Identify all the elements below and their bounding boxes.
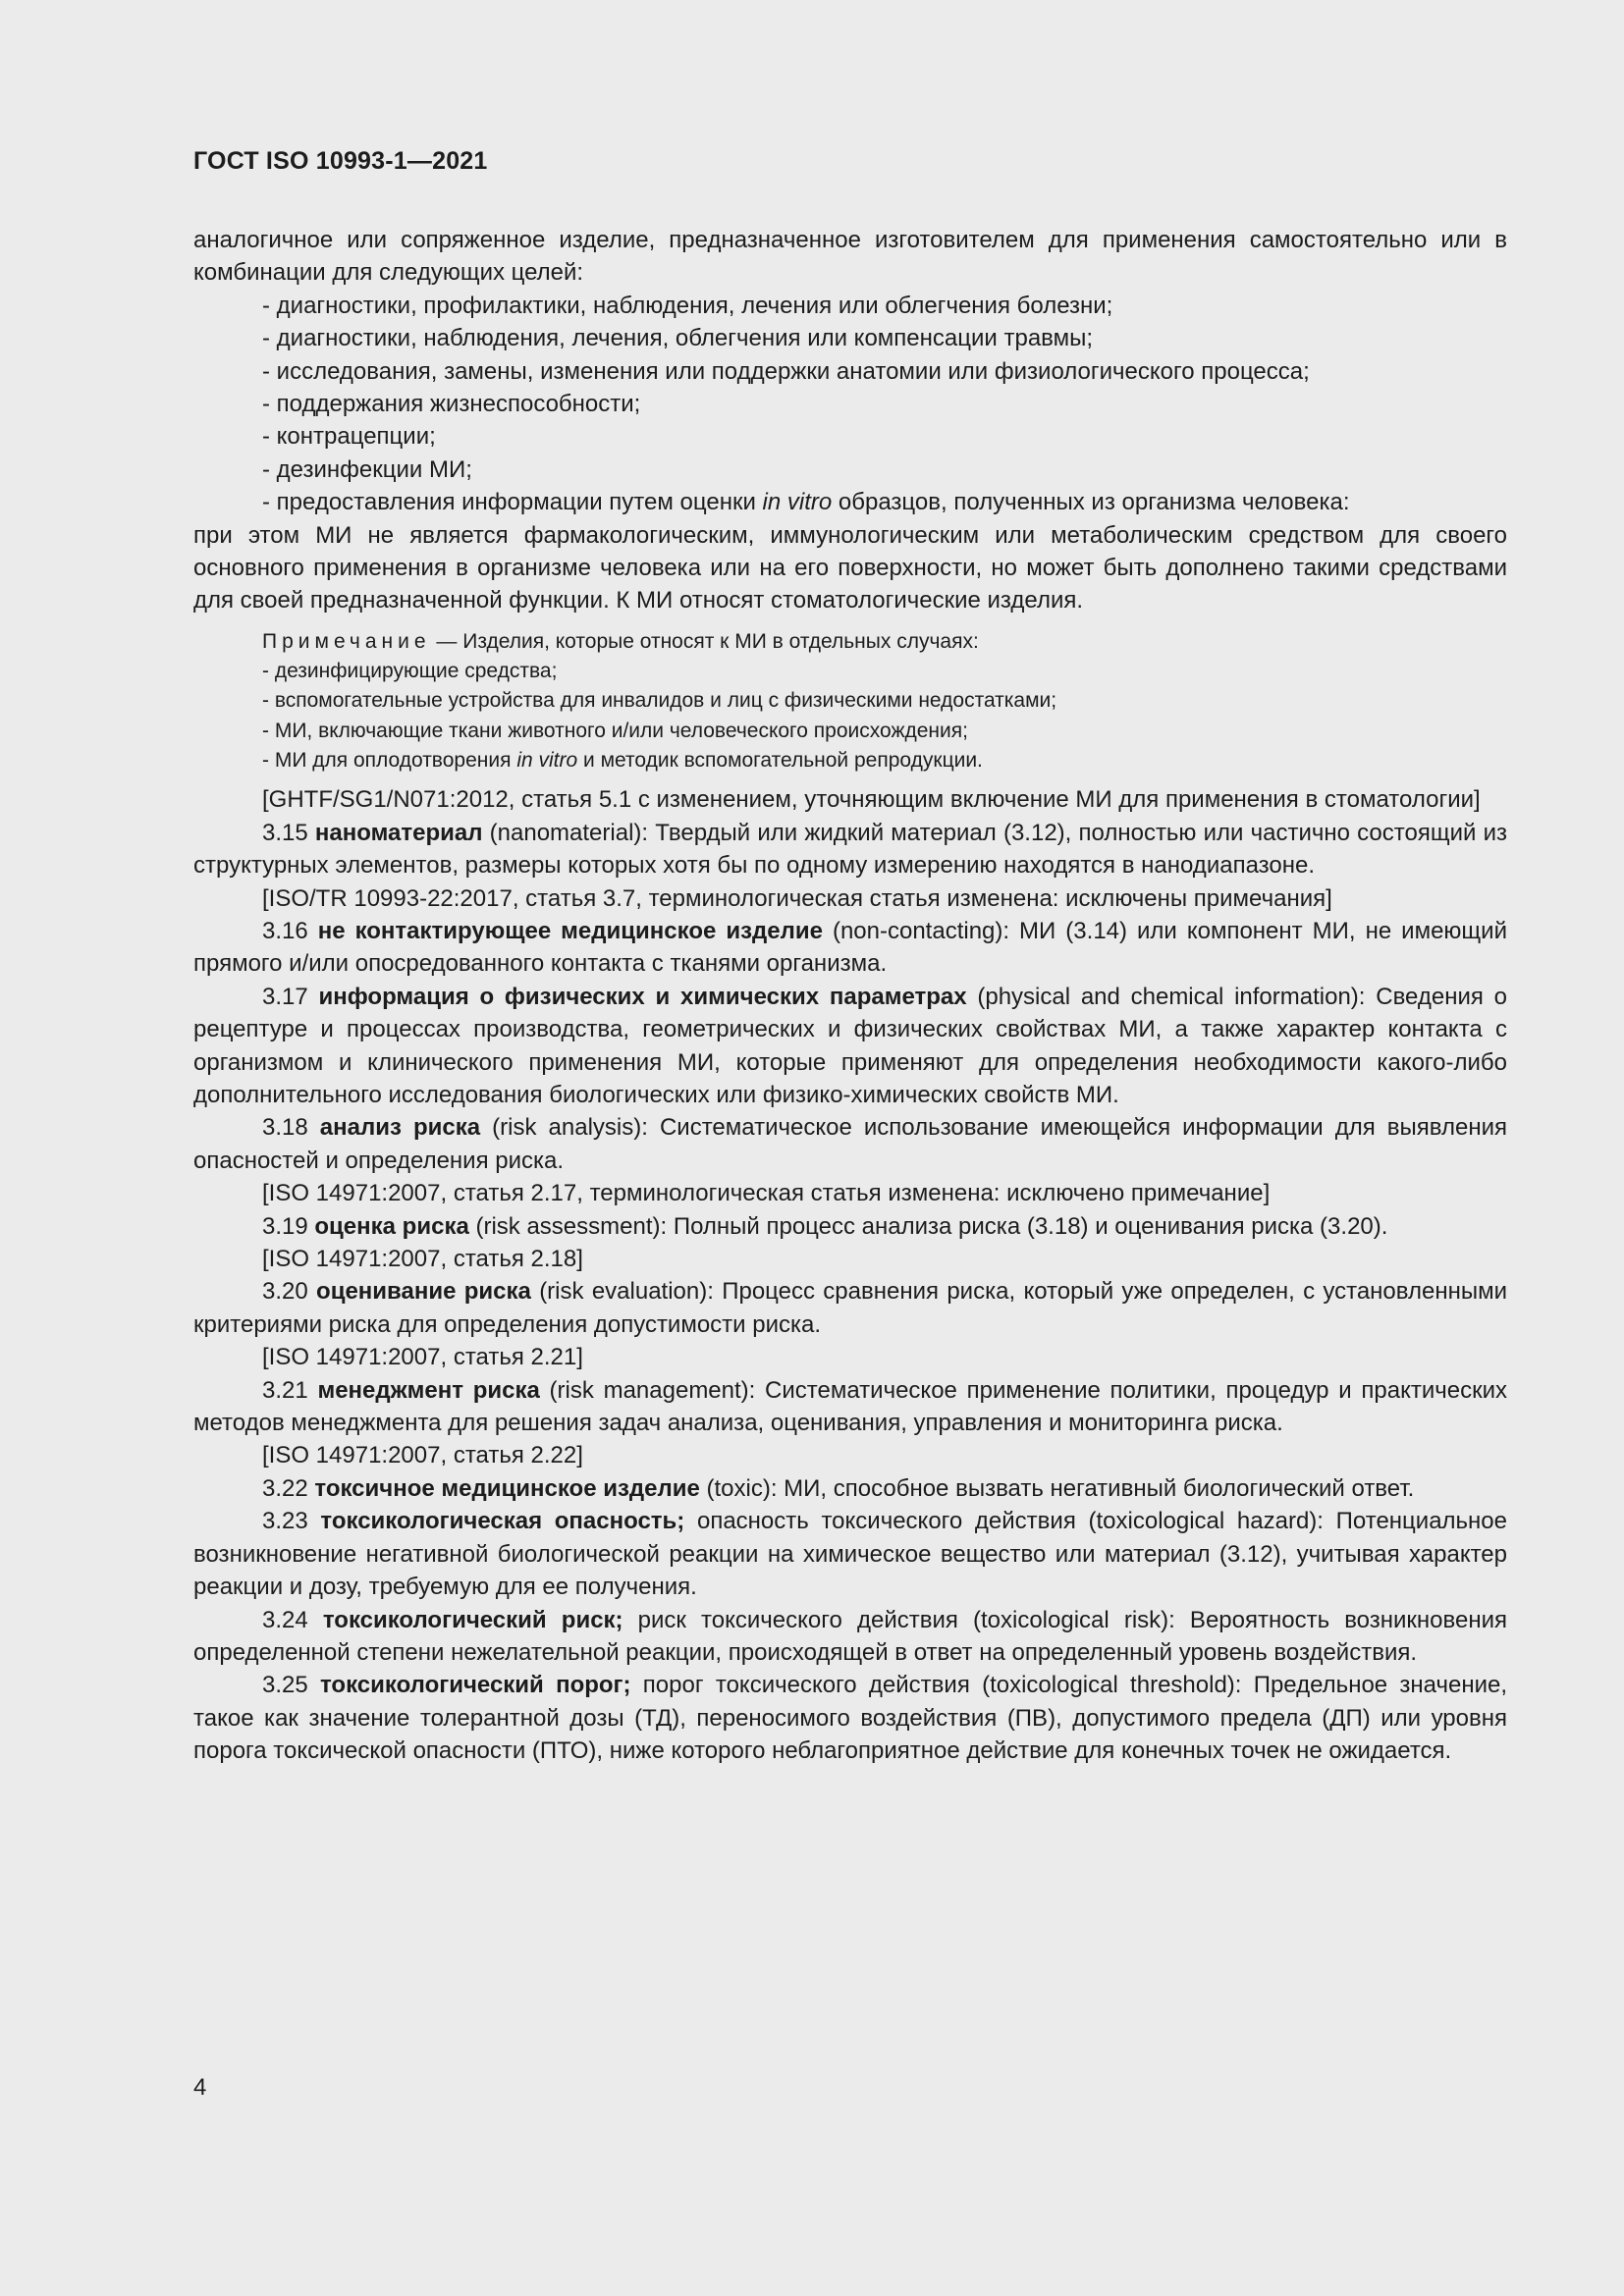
term-name: оценивание риска bbox=[316, 1278, 531, 1306]
purpose-list-item: - дезинфекции МИ; bbox=[262, 455, 472, 483]
term-definition: (risk analysis): Систематическое использование имеющейся информации для выявления опасностей и определения риска. bbox=[193, 1114, 1507, 1174]
term-definition: (toxic): МИ, способное вызвать негативный биологический ответ. bbox=[699, 1474, 1415, 1502]
note-label: Примечание bbox=[262, 629, 431, 653]
term-entry bbox=[193, 1374, 1507, 1440]
term-entry bbox=[193, 915, 1507, 981]
term-name: токсикологическая опасность; bbox=[320, 1508, 685, 1535]
note-list-item: - вспомогательные устройства для инвалидов и лиц с физическими недостатками; bbox=[262, 689, 1057, 713]
note-list-item: - МИ для оплодотворения in vitro и методик вспомогательной репродукции. bbox=[262, 749, 983, 773]
term-number: 3.23 bbox=[262, 1508, 321, 1535]
term-name: наноматериал bbox=[314, 819, 483, 846]
term-number: 3.19 bbox=[262, 1212, 315, 1240]
term-definition: (risk assessment): Полный процесс анализа риска (3.18) и оценивания риска (3.20). bbox=[468, 1212, 1388, 1240]
term-definition: (non-contacting): МИ (3.14) или компонент МИ, не имеющий прямого и/или опосредованного контакта с тканями организма. bbox=[193, 917, 1507, 978]
term-number: 3.20 bbox=[262, 1278, 317, 1306]
term-entry bbox=[193, 1111, 1507, 1177]
term-number: 3.15 bbox=[262, 819, 315, 846]
term-number: 3.25 bbox=[262, 1672, 320, 1699]
term-entry bbox=[193, 1275, 1507, 1341]
term-source: [ISO 14971:2007, статья 2.17, терминологическая статья изменена: исключено примечание] bbox=[262, 1180, 1271, 1207]
term-number: 3.18 bbox=[262, 1114, 320, 1142]
term-name: токсичное медицинское изделие bbox=[314, 1474, 700, 1502]
term-entry bbox=[193, 1505, 1507, 1603]
term-definition: (nanomaterial): Твердый или жидкий материал (3.12), полностью или частично состоящий из структурных элементов, размеры которых хотя бы по одному измерению находятся в нанодиапазоне. bbox=[193, 819, 1507, 880]
term-definitions bbox=[193, 817, 1507, 1768]
term-entry bbox=[193, 1669, 1507, 1767]
term-entry bbox=[193, 817, 1507, 882]
term-definition: (physical and chemical information): Сведения о рецептуре и процессах производства, геометрических и физических свойствах МИ, а также характер контакта с организмом и клинического применения МИ, которые применяют для определения необходимости какого-либо дополнительного исследования биологических или физико-химических свойств МИ. bbox=[193, 983, 1507, 1109]
purpose-list-item: - диагностики, наблюдения, лечения, облегчения или компенсации травмы; bbox=[262, 325, 1094, 352]
term-number: 3.17 bbox=[262, 983, 319, 1010]
term-name: токсикологический риск; bbox=[322, 1606, 623, 1633]
term-definition: (risk management): Систематическое применение политики, процедур и практических методов менеджмента для решения задач анализа, оценивания, управления и мониторинга риска. bbox=[193, 1376, 1507, 1437]
source-reference: [GHTF/SG1/N071:2012, статья 5.1 с изменением, уточняющим включение МИ для применения в стоматологии] bbox=[262, 786, 1481, 814]
note-text: — Изделия, которые относят к МИ в отдельных случаях: bbox=[430, 629, 979, 653]
term-entry bbox=[193, 1604, 1507, 1670]
purpose-list-item: - предоставления информации путем оценки in vitro образцов, полученных из организма человека: bbox=[262, 489, 1350, 516]
purpose-list-item: - исследования, замены, изменения или поддержки анатомии или физиологического процесса; bbox=[262, 357, 1310, 385]
note-block bbox=[193, 627, 1507, 775]
term-number: 3.16 bbox=[262, 917, 318, 944]
term-number: 3.22 bbox=[262, 1474, 315, 1502]
page-number: 4 bbox=[193, 2074, 207, 2101]
term-definition: (risk evaluation): Процесс сравнения риска, который уже определен, с установленными критериями риска для определения допустимости риска. bbox=[193, 1278, 1507, 1338]
body-text bbox=[193, 224, 1507, 1768]
term-source: [ISO 14971:2007, статья 2.21] bbox=[262, 1344, 583, 1371]
purpose-list-item: - диагностики, профилактики, наблюдения, лечения или облегчения болезни; bbox=[262, 292, 1113, 319]
term-name: оценка риска bbox=[314, 1212, 469, 1240]
term-number: 3.21 bbox=[262, 1376, 318, 1404]
term-number: 3.24 bbox=[262, 1606, 323, 1633]
term-source: [ISO 14971:2007, статья 2.22] bbox=[262, 1442, 583, 1469]
term-definition: опасность токсического действия (toxicological hazard): Потенциальное возникновение негативной биологической реакции на химическое вещество или материал (3.12), учитывая характер реакции и дозу, требуемую для ее получения. bbox=[193, 1508, 1507, 1601]
intro-paragraph: аналогичное или сопряженное изделие, предназначенное изготовителем для применения самостоятельно или в комбинации для следующих целей: bbox=[193, 227, 1507, 287]
standard-title: ГОСТ ISO 10993-1—2021 bbox=[193, 147, 488, 175]
term-entry bbox=[193, 981, 1507, 1112]
term-name: токсикологический порог; bbox=[319, 1672, 631, 1699]
note-list-item: - дезинфицирующие средства; bbox=[262, 660, 558, 683]
term-name: менеджмент риска bbox=[317, 1376, 540, 1404]
note-list-item: - МИ, включающие ткани животного и/или человеческого происхождения; bbox=[262, 719, 968, 742]
term-entry bbox=[193, 1472, 1507, 1505]
term-source: [ISO/TR 10993-22:2017, статья 3.7, терминологическая статья изменена: исключены примечания] bbox=[262, 884, 1332, 912]
intro-continuation: при этом МИ не является фармакологическим, иммунологическим или метаболическим средством для своего основного применения в организме человека или на его поверхности, но может быть дополнено такими средствами для своей предназначенной функции. К МИ относят стоматологические изделия. bbox=[193, 521, 1507, 614]
term-entry bbox=[193, 1210, 1507, 1243]
term-source: [ISO 14971:2007, статья 2.18] bbox=[262, 1246, 583, 1273]
purpose-list-item: - контрацепции; bbox=[262, 423, 436, 451]
term-name: анализ риска bbox=[319, 1114, 481, 1142]
purpose-list-item: - поддержания жизнеспособности; bbox=[262, 391, 641, 418]
term-definition: риск токсического действия (toxicological risk): Вероятность возникновения определенной степени нежелательной реакции, происходящей в ответ на определенный уровень воздействия. bbox=[193, 1606, 1507, 1666]
term-name: не контактирующее медицинское изделие bbox=[317, 917, 823, 944]
term-name: информация о физических и химических параметрах bbox=[318, 983, 967, 1010]
term-definition: порог токсического действия (toxicological threshold): Предельное значение, такое как значение толерантной дозы (ТД), переносимого воздействия (ПВ), допустимого предела (ДП) или уровня порога токсической опасности (ПТО), ниже которого неблагоприятное действие для конечных точек не ожидается. bbox=[193, 1672, 1508, 1765]
